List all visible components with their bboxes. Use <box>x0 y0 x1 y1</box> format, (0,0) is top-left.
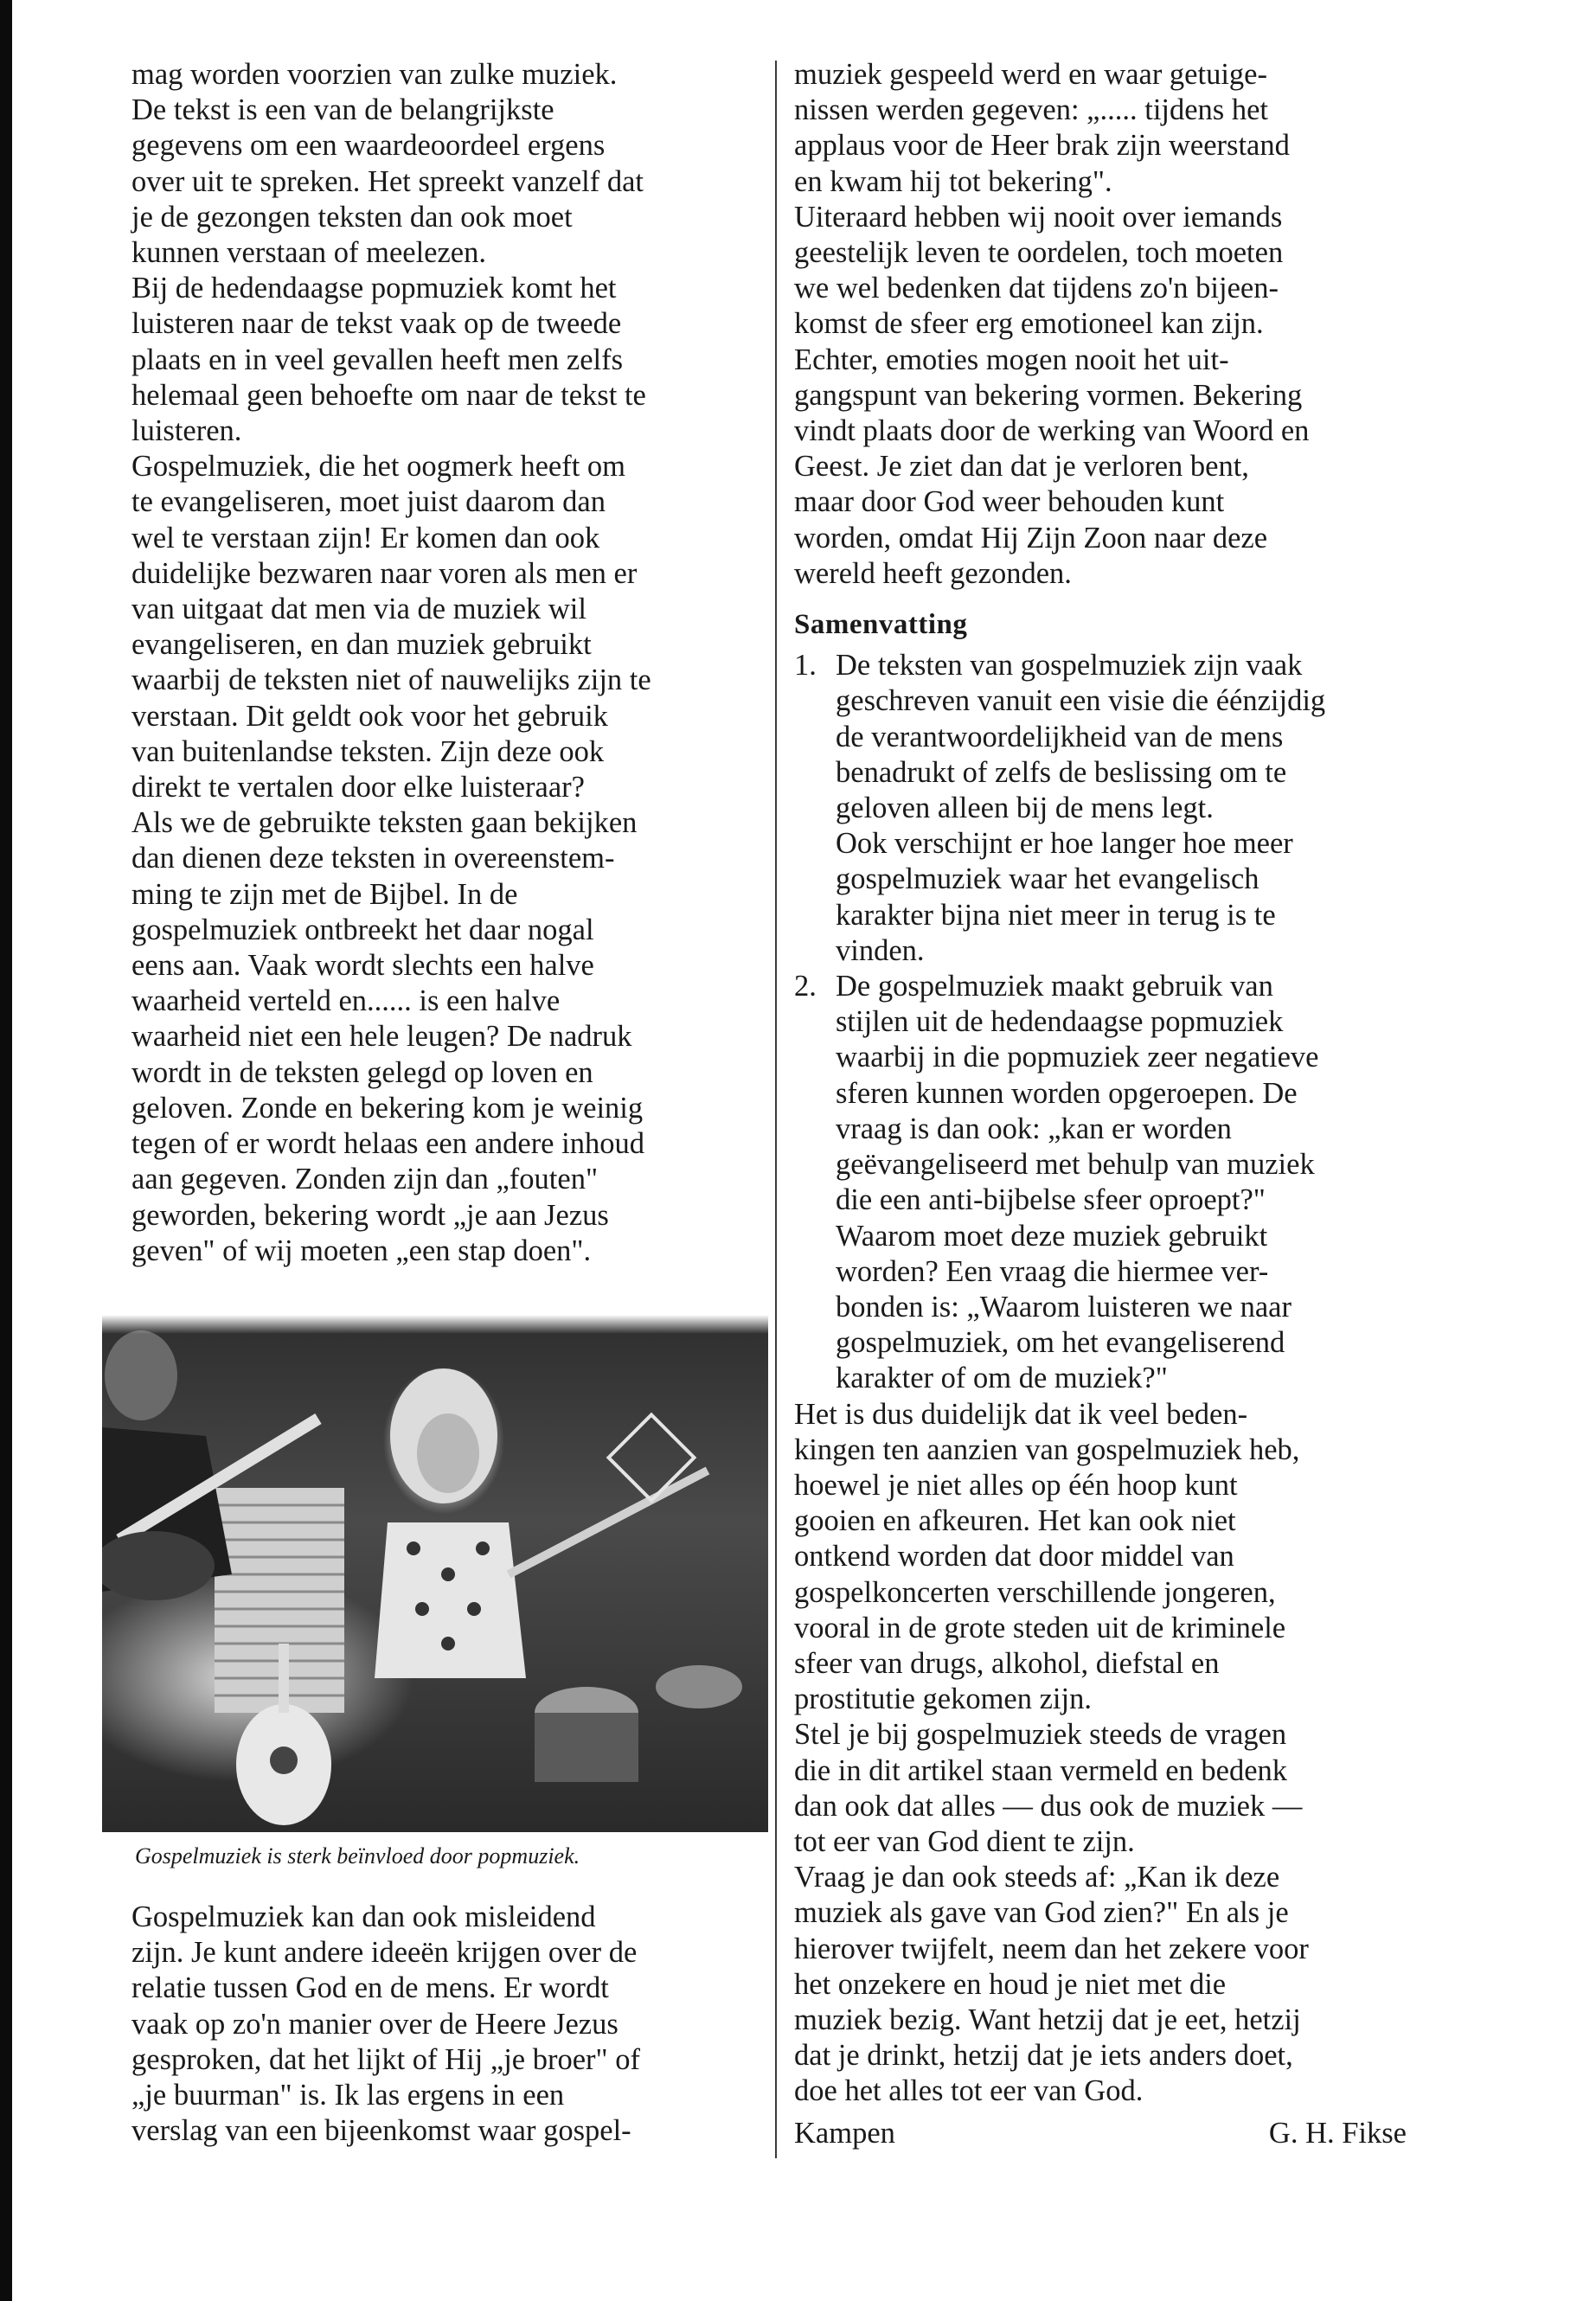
left-column <box>131 57 759 1269</box>
acoustic-guitar-neck <box>279 1644 289 1713</box>
author-name: G. H. Fikse <box>1268 2117 1407 2150</box>
photo-caption: Gospelmuziek is sterk beïnvloed door popmuziek. <box>135 1843 580 1868</box>
summary-item-number: 1. <box>794 649 817 683</box>
place-name: Kampen <box>794 2117 895 2150</box>
signoff <box>794 2116 1407 2151</box>
column-divider <box>775 61 777 2158</box>
band-photo <box>102 1315 768 1832</box>
left-column-continuation <box>131 1900 759 2149</box>
summary-item-text: De teksten van gospelmuziek zijn vaak geschreven vanuit een visie die éénzijdig de verantwoordelijkheid van de mens benadrukt of zelfs de beslissing om te geloven alleen bij de mens legt. Ook verschijnt er hoe langer hoe meer gospelmuziek waar het evangelisch karakter bijna niet meer in terug is te vinden. <box>836 649 1326 967</box>
summary-heading: Samenvatting <box>794 609 968 641</box>
conclusion-text: Het is dus duidelijk dat ik veel beden- kingen ten aanzien van gospelmuziek heb, hoewel je niet alles op één hoop kunt gooien en afkeuren. Het kan ook niet ontkend worden dat door middel van gospelkoncerten verschillende jongeren, vooral in de grote steden uit de kriminele sfeer van drugs, alkohol, diefstal en prostitutie gekomen zijn. Stel je bij gospelmuziek steeds de vragen die in dit artikel staan vermeld en bedenk dan ook dat alles — dus ook de muziek — tot eer van God dient te zijn. Vraag je dan ook steeds af: „Kan ik deze muziek als gave van God zien?" En als je hierover twijfelt, neem dan het zekere voor het onzekere en houd je niet met die muziek bezig. Want hetzij dat je eet, hetzij dat je drinkt, hetzij dat je iets anders doet, doe het alles tot eer van God. <box>794 1397 1309 2108</box>
summary-item-text: De gospelmuziek maakt gebruik van stijlen uit de hedendaagse popmuziek waarbij in die popmuziek zeer negatieve sferen kunnen worden opgeroepen. De vraag is dan ook: „kan er worden geëvangeliseerd met behulp van muziek die een anti-bijbelse sfeer oproept?" Waarom moet deze muziek gebruikt worden? Een vraag die hiermee ver- bonden is: „Waarom luisteren we naar gospelmuziek, om het evangeliserend karakter of om de muziek?" <box>836 970 1319 1395</box>
summary-list <box>794 648 1417 1396</box>
singer-dress <box>375 1522 526 1678</box>
left-column-text: mag worden voorzien van zulke muziek. De tekst is een van de belangrijkste gegevens om een waardeoordeel ergens over uit te spreken. Het spreekt vanzelf dat je de gezongen teksten dan ook moet kunnen verstaan of meelezen. Bij de hedendaagse popmuziek komt het luisteren naar de tekst vaak op de tweede plaats en in veel gevallen heeft men zelfs helemaal geen behoefte om naar de tekst te luisteren. Gospelmuziek, die het oogmerk heeft om te evangeliseren, moet juist daarom dan wel te verstaan zijn! Er komen dan ook duidelijke bezwaren naar voren als men er van uitgaat dat men via de muziek wil evangeliseren, en dan muziek gebruikt waarbij de teksten niet of nauwelijks zijn te verstaan. Dit geldt ook voor het gebruik van buitenlandse teksten. Zijn deze ook direkt te vertalen door elke luisteraar? Als we de gebruikte teksten gaan bekijken dan dienen deze teksten in overeenstem- ming te zijn met de Bijbel. In de gospelmuziek ontbreekt het daar nogal eens aan. Vaak wordt slechts een halve waarheid verteld en...... is een halve waarheid niet een hele leugen? De nadruk wordt in de teksten gelegd op loven en geloven. Zonde en bekering kom je weinig tegen of er wordt helaas een andere inhoud aan gegeven. Zonden zijn dan „fouten" geworden, bekering wordt „je aan Jezus geven" of wij moeten „een stap doen". <box>131 58 651 1267</box>
summary-item <box>794 969 1417 1396</box>
guitarist-head <box>105 1330 177 1420</box>
singer-face <box>417 1413 479 1493</box>
bass-neck <box>509 1471 708 1574</box>
photo-torn-edge <box>102 1315 768 1334</box>
drum-right <box>656 1665 742 1708</box>
right-column-text: muziek gespeeld werd en waar getuige- nissen werden gegeven: „..... tijdens het applaus voor de Heer brak zijn weerstand en kwam hij tot bekering". Uiteraard hebben wij nooit over iemands geestelijk leven te oordelen, toch moeten we wel bedenken dat tijdens zo'n bijeen- komst de sfeer erg emotioneel kan zijn. Echter, emoties mogen nooit het uit- gangspunt van bekering vormen. Bekering vindt plaats door de werking van Woord en Geest. Je ziet dan dat je verloren bent, maar door God weer behouden kunt worden, omdat Hij Zijn Zoon naar deze wereld heeft gezonden. <box>794 58 1310 590</box>
acoustic-guitar-hole <box>270 1747 298 1774</box>
scan-edge <box>0 0 12 2301</box>
left-bottom-text: Gospelmuziek kan dan ook misleidend zijn. Je kunt andere ideeën krijgen over de relatie tussen God en de mens. Er wordt vaak op zo'n manier over de Heere Jezus gesproken, dat het lijkt of Hij „je broer" of „je buurman" is. Ik las ergens in een verslag van een bijeenkomst waar gospel- <box>131 1900 640 2148</box>
right-column <box>794 57 1417 2110</box>
band-photo-illustration <box>102 1315 768 1832</box>
summary-item <box>794 648 1417 969</box>
summary-item-number: 2. <box>794 970 817 1003</box>
drum-shell <box>535 1713 638 1782</box>
